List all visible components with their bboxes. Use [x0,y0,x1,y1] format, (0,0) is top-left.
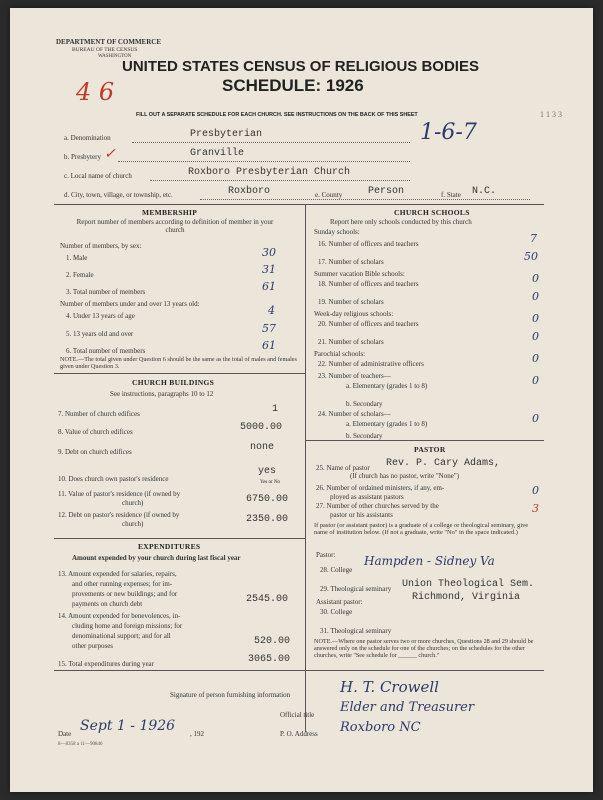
q21-label: 21. Number of scholars [318,338,384,346]
city-value: Roxboro [228,186,271,197]
q21-value: 0 [532,330,539,343]
q27-line2: pastor or his assistants [330,511,393,519]
form-title: UNITED STATES CENSUS OF RELIGIOUS BODIES [122,58,479,75]
q13-line4: payments on church debt [72,600,143,608]
county-value: Person [368,186,405,197]
q5-value: 57 [262,322,276,335]
q16-value: 7 [530,232,537,245]
q14-line3: denominational support; and for all [72,632,171,640]
q24-label: 24. Number of scholars— [318,410,391,418]
assistant-label: Assistant pastor: [316,598,363,606]
q4-label: 4. Under 13 years of age [66,312,135,320]
church-name-label: c. Local name of church [64,172,132,180]
q15-value: 3065.00 [248,654,291,665]
q23a-value: 0 [532,374,539,387]
q9-value: none [250,442,275,453]
po-address-label: P. O. Address [280,730,318,738]
instruction-line: FILL OUT A SEPARATE SCHEDULE FOR EACH CHURCH. SEE INSTRUCTIONS ON THE BACK OF THIS SHEET [136,112,418,118]
q25-value: Rev. P. Cary Adams, [386,458,501,469]
q23b-label: b. Secondary [346,400,383,408]
q9-label: 9. Debt on church edifices [58,448,132,456]
signature-label: Signature of person furnishing information [170,691,291,699]
q20-value: 0 [532,312,539,325]
q12-value: 2350.00 [246,514,289,525]
presbytery-label: b. Presbytery [64,153,101,161]
q3-value: 61 [262,280,276,293]
q18-value: 0 [532,272,539,285]
q29-label: 29. Theological seminary [320,585,392,593]
q16-label: 16. Number of officers and teachers [318,240,419,248]
q13-line1: 13. Amount expended for salaries, repairs, [58,570,177,578]
summer-header: Summer vacation Bible schools: [314,270,405,278]
q28-value: Hampden - Sidney Va [364,554,495,568]
q12-label-2: church) [122,520,144,528]
q19-value: 0 [532,290,539,303]
q8-label: 8. Value of church edifices [58,428,133,436]
denomination-value: Presbyterian [190,129,263,140]
q7-label: 7. Number of church edifices [58,410,140,418]
age-header: Number of members under and over 13 years old: [60,300,200,308]
state-value: N.C. [472,186,497,197]
parochial-header: Parochial schools: [314,350,366,358]
buildings-title: CHURCH BUILDINGS [132,378,215,387]
signature-value: H. T. Crowell [340,678,439,696]
pastor-note: NOTE.—Where one pastor serves two or more churches, Questions 28 and 29 should be answered only on the schedule for one of the churches; on the schedules for the other churches, write "See schedule for ______ church." [314,638,534,659]
q12-label: 12. Debt on pastor's residence (if owned by [58,511,180,519]
q17-label: 17. Number of scholars [318,258,384,266]
handwritten-number: 4 6 [76,78,115,106]
q14-line4: other purposes [72,642,114,650]
membership-sub: Report number of members according to definition of member in your church [76,218,274,234]
print-code: 8—8358 a 11—90846 [58,742,103,747]
q22-label: 22. Number of administrative officers [318,360,424,368]
q25-label: 25. Name of pastor [316,464,370,472]
q13-line3: provements or new buildings; and for [72,590,178,598]
q13-line2: and other running expenses; for im- [72,580,173,588]
q2-value: 31 [262,263,276,276]
red-check-mark: ✓ [104,146,116,162]
q14-value: 520.00 [254,636,291,647]
pastor-title: PASTOR [414,445,446,454]
date-value: Sept 1 - 1926 [80,718,176,734]
q27-line1: 27. Number of other churches served by the [316,502,439,510]
sunday-header: Sunday schools: [314,228,360,236]
official-title-value: Elder and Treasurer [340,700,475,715]
q7-value: 1 [272,404,279,415]
q26-value: 0 [532,484,539,497]
q13-value: 2545.00 [246,594,289,605]
handwritten-code: 1-6-7 [420,120,477,145]
city-line-label: d. City, town, village, or township, etc. [64,191,173,199]
q26-line2: ployed as assistant pastors [330,493,404,501]
buildings-sub: See instructions, paragraphs 10 to 12 [110,390,214,398]
denomination-label: a. Denomination [64,134,111,142]
q6-value: 61 [262,339,276,352]
q11-label: 11. Value of pastor's residence (if owned by [58,490,181,498]
q1-label: 1. Male [66,254,88,262]
membership-note: NOTE.—The total given under Question 6 should be the same as the total of males and females given under Question 3. [60,356,297,370]
po-address-value: Roxboro NC [340,720,421,735]
q23a-label: a. Elementary (grades 1 to 8) [346,382,428,390]
q10-label: 10. Does church own pastor's residence [58,475,169,483]
q18-label: 18. Number of officers and teachers [318,280,419,288]
q17-value: 50 [524,250,538,263]
q8-value: 5000.00 [240,422,283,433]
q19-label: 19. Number of scholars [318,298,384,306]
yes-no-hint: Yes or No [260,480,281,485]
schedule-title: SCHEDULE: 1926 [222,76,364,95]
q14-line1: 14. Amount expended for benevolences, in- [58,612,181,620]
dept-label: DEPARTMENT OF COMMERCE [56,38,162,46]
q5-label: 5. 13 years old and over [66,330,134,338]
weekday-header: Week-day religious schools: [314,310,394,318]
q2-label: 2. Female [66,271,94,279]
q10-value: yes [258,466,277,477]
q28-label: 28. College [320,566,353,574]
q15-label: 15. Total expenditures during year [58,660,154,668]
state-label: f. State [441,191,461,199]
q11-value: 6750.00 [246,494,289,505]
q4-value: 4 [268,304,275,317]
city-label: WASHINGTON [98,54,132,59]
q22-value: 0 [532,352,539,365]
q24a-value: 0 [532,412,539,425]
date-year-suffix: , 192 [190,730,204,738]
presbytery-value: Granville [190,148,245,159]
q26-line1: 26. Number of ordained ministers, if any, em- [316,484,445,492]
schools-title: CHURCH SCHOOLS [394,208,470,217]
q11-label-2: church) [122,499,144,507]
q30-label: 30. College [320,608,353,616]
q1-value: 30 [262,246,276,259]
membership-title: MEMBERSHIP [142,208,198,217]
q29-value: Union Theological Sem. [402,579,535,590]
q27-value: 3 [532,502,539,515]
graduate-note: If pastor (or assistant pastor) is a graduate of a college or theological seminary, give name of institution below. (If not a graduate, write "No" in the space indicated.) [314,522,529,536]
census-form [10,8,593,792]
q3-label: 3. Total number of members [66,288,146,296]
county-label: e. County [315,191,343,199]
date-label: Date [58,730,72,738]
schools-sub: Report here only schools conducted by this church [330,218,472,226]
q31-label: 31. Theological seminary [320,627,392,635]
q6-label: 6. Total number of members [66,347,146,355]
form-ref: 1 1 3 3 [540,110,562,119]
q23-label: 23. Number of teachers— [318,372,391,380]
official-title-label: Official title [280,711,315,719]
expenditures-sub: Amount expended by your church during last fiscal year [72,554,241,562]
bureau-label: BUREAU OF THE CENSUS [72,47,138,53]
q24b-label: b. Secondary [346,432,383,440]
pastor-sub-label: Pastor: [316,551,336,559]
church-name-value: Roxboro Presbyterian Church [188,167,351,178]
q24a-label: a. Elementary (grades 1 to 8) [346,420,428,428]
by-sex-label: Number of members, by sex: [60,242,142,250]
expenditures-title: EXPENDITURES [138,542,201,551]
q29-value-2: Richmond, Virginia [412,592,521,603]
q14-line2: cluding home and foreign missions; for [72,622,183,630]
q25-hint: (If church has no pastor, write "None") [350,472,460,480]
q20-label: 20. Number of officers and teachers [318,320,419,328]
